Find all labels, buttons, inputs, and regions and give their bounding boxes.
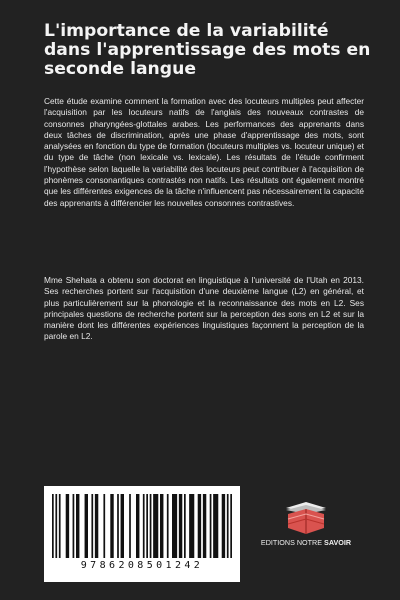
author-bio: Mme Shehata a obtenu son doctorat en linguistique à l'université de l'Utah en 2013. Ses recherches portent sur l'acquisition d'une deuxième langue (L2) en général, et plus particulièrement sur la phonologie et la reconnaissance des mots en L2. Ses principales questions de recherche portent sur la perception des sons en L2 et sur la manière dont les différentes expériences linguistiques façonnent la perception de la parole en L2. xyxy=(44,275,364,342)
barcode-bar xyxy=(55,494,57,558)
barcode-bar xyxy=(213,494,218,558)
barcode-bar xyxy=(160,494,163,558)
book-title: L'importance de la variabilité dans l'apprentissage des mots en seconde langue xyxy=(44,21,371,79)
publisher-name xyxy=(256,538,356,547)
barcode-bar xyxy=(129,494,131,558)
barcode-bar xyxy=(121,494,124,558)
barcode-bar xyxy=(110,494,113,558)
barcode-bar xyxy=(222,494,225,558)
barcode-bar xyxy=(52,494,54,558)
publisher-name-strong: SAVOIR xyxy=(324,538,352,547)
barcode-bar xyxy=(179,494,182,558)
barcode-bar xyxy=(189,494,194,558)
publisher-name-prefix: EDITIONS NOTRE xyxy=(260,538,323,547)
barcode-bar xyxy=(153,494,158,558)
barcode-bar xyxy=(117,494,119,558)
barcode-bar xyxy=(66,494,69,558)
barcode-bar xyxy=(136,494,139,558)
barcode-bar xyxy=(172,494,177,558)
barcode-bar xyxy=(230,494,232,558)
barcode-bar xyxy=(143,494,145,558)
barcode-bar xyxy=(167,494,169,558)
barcode-bar xyxy=(103,494,105,558)
barcode-bar xyxy=(210,494,212,558)
barcode-bar xyxy=(76,494,79,558)
barcode-bar xyxy=(198,494,201,558)
barcode-bar xyxy=(227,494,229,558)
barcode-bar xyxy=(59,494,61,558)
barcode-bar xyxy=(150,494,152,558)
barcode-bar xyxy=(85,494,88,558)
barcode-bar xyxy=(203,494,206,558)
barcode-bars-icon xyxy=(52,494,232,560)
barcode-bar xyxy=(146,494,148,558)
publisher-logo xyxy=(256,498,356,554)
barcode-bar xyxy=(184,494,186,558)
barcode-bar xyxy=(73,494,75,558)
barcode-bar xyxy=(91,494,93,558)
barcode-bar xyxy=(95,494,98,558)
isbn-digits: 9786208501242 xyxy=(80,560,204,571)
open-book-stack-icon xyxy=(284,498,328,536)
book-abstract: Cette étude examine comment la formation avec des locuteurs multiples peut affecter l'acquisition par les locuteurs natifs de l'anglais des nouveaux contrastes de consonnes pharyngées-glottales arabes. Les performances des apprenants dans deux tâches de discrimination, après une phase d'apprentissage des mots, sont analysées en fonction du type de formation (locuteurs multiples vs. locuteur unique) et du type de tâche (non lexicale vs. lexicale). Les résultats de l'étude confirment l'hypothèse selon laquelle la variabilité des locuteurs peut contribuer à l'acquisition de phonèmes consonantiques contrastés non natifs. Les résultats ont également montré que les différentes exigences de la tâche n'influencent pas nécessairement la capacité des apprenants à différencier les nouvelles consonnes contrastives. xyxy=(44,96,364,208)
isbn-barcode xyxy=(44,486,240,582)
